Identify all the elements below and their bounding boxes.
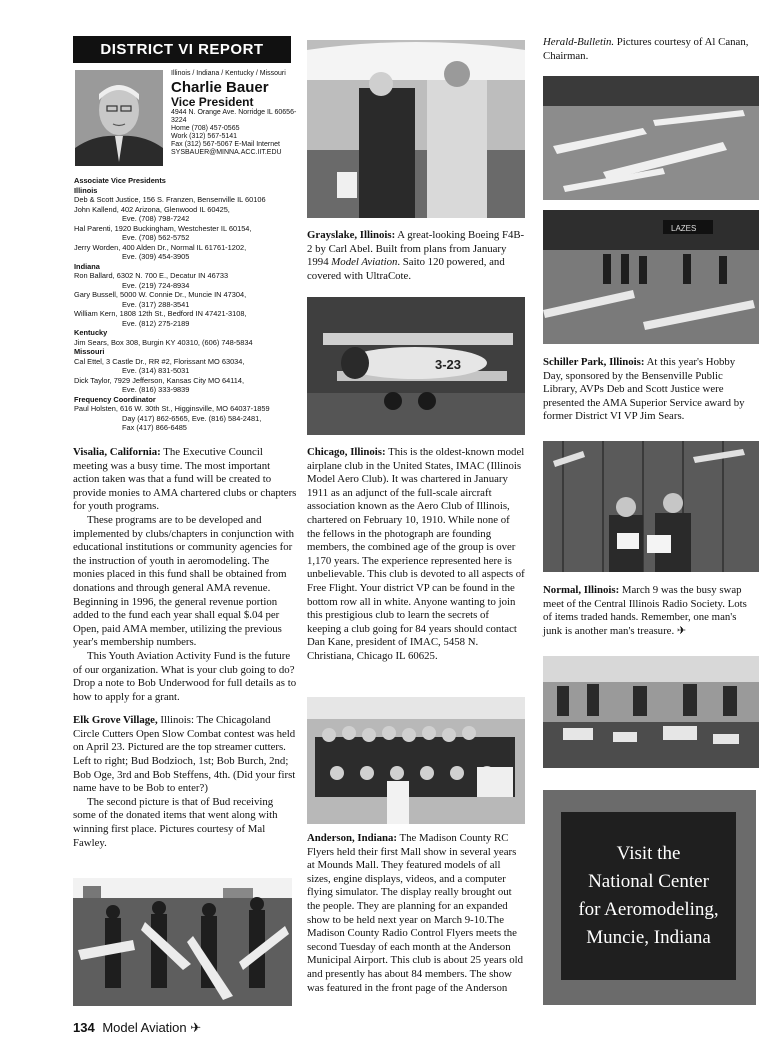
vp-fax: Fax (312) 567-5067 E-Mail Internet [171, 141, 280, 148]
grayslake-photo [307, 40, 525, 218]
grayslake-illustration [307, 40, 525, 218]
biplane-illustration [307, 297, 525, 435]
vp-name: Charlie Bauer [171, 79, 269, 96]
anderson-heading: Anderson, Indiana: [307, 832, 398, 844]
vp-email: SYSBAUER@MINNA.ACC.IIT.EDU [171, 149, 282, 156]
directory-entry: John Kallend, 402 Arizona, Glenwood IL 60425, [74, 204, 230, 214]
column-2-text-lower [307, 832, 525, 995]
directory-entry: Hal Parenti, 1920 Buckingham, Westchester IL 60154, [74, 223, 252, 233]
elk-grove-text: Illinois: The Chicagoland Circle Cutters Open Slow Combat contest was held on April 23. Pictured are the top streamer cutters. Left to right; Bud Bodzioch, 1st; Bob Burch, 2nd; Bob Oge, 3rd and Bob Steffens, 4th. (Did your first name have to be Bob to enter?) [73, 714, 296, 795]
swap-meet-illustration [543, 656, 759, 768]
page-footer [73, 1020, 201, 1036]
vp-home-phone: Home (708) 457-0565 [171, 125, 240, 132]
biplane-number: 3-23 [435, 357, 462, 372]
grayslake-magazine: Model Aviation [331, 256, 398, 269]
directory-state-heading: Illinois [74, 185, 98, 195]
normal-text: March 9 was the busy swap meet of the Central Illinois Radio Society. Lots of items traded hands. Remember, one man's junk is another man's treasure. ✈ [543, 584, 747, 637]
directory-state-heading: Missouri [74, 347, 105, 356]
magazine-name: Model Aviation ✈ [102, 1020, 202, 1035]
page-number: 134 [73, 1020, 95, 1035]
directory-heading: Associate Vice Presidents [74, 176, 166, 185]
directory-entry: Jerry Worden, 400 Alden Dr., Normal IL 61761-1202, [74, 242, 247, 252]
directory-entry: Deb & Scott Justice, 156 S. Franzen, Bensenville IL 60106 [74, 195, 266, 204]
directory-state-heading: Indiana [74, 261, 100, 271]
ad-line: Muncie, Indiana [586, 927, 711, 948]
swap-meet-photo [543, 656, 759, 768]
directory-entry: Gary Bussell, 5000 W. Connie Dr., Muncie IN 47304, [74, 290, 247, 299]
biplane-photo [307, 297, 525, 435]
directory-entry: Paul Holsten, 616 W. 30th St., Higginsville, MO 64037-1859 [74, 404, 270, 413]
imac-group-photo [307, 697, 525, 824]
vp-work-phone: Work (312) 567-5141 [171, 133, 238, 140]
directory-entry: Ron Ballard, 6302 N. 700 E., Decatur IN 46733 [74, 271, 229, 280]
portrait-illustration [75, 70, 163, 166]
column-2-text [307, 446, 525, 664]
district-states: Illinois / Indiana / Kentucky / Missouri [171, 70, 286, 77]
imac-group-illustration [307, 697, 525, 824]
anderson-credit: Pictures courtesy of Al Canan, Chairman. [543, 36, 749, 62]
directory-entry: Eve. (317) 288-3541 [122, 299, 190, 309]
grayslake-heading: Grayslake, Illinois: [307, 229, 396, 241]
directory-state-heading: Frequency Coordinator [74, 394, 156, 404]
vp-portrait-photo [75, 70, 163, 166]
vp-address: 4944 N. Orange Ave. Norridge IL 60656-3224 [171, 109, 297, 124]
directory-entry: Eve. (708) 798-7242 [122, 214, 190, 223]
grayslake-text: A great-looking Boeing F4B-2 by Carl Abel. Built from plans from January 1994 [307, 229, 525, 269]
mall-show-illustration-1 [543, 76, 759, 200]
elk-grove-second-text: The second picture is that of Bud receiving some of the donated items that went along with winning first place. Pictures courtesy of Mal Fawley. [73, 795, 278, 849]
directory-entry: Eve. (816) 333-9839 [122, 385, 190, 394]
directory-entry: Cal Ettel, 3 Castle Dr., RR #2, Florissant MO 63034, [74, 356, 245, 366]
directory-entry: Fax (417) 866-6485 [122, 423, 187, 432]
directory-entry: Eve. (309) 454-3905 [122, 252, 190, 261]
vp-contact-block [171, 70, 301, 157]
directory-entry: Day (417) 862-6565, Eve. (816) 584-2481, [122, 413, 262, 423]
normal-heading: Normal, Illinois: [543, 584, 620, 596]
youth-fund-text: This Youth Aviation Activity Fund is the future of our organization. What is your club going to do? Drop a note to Bob Underwood for full details as to how to apply for a grant. [73, 649, 297, 703]
associate-vp-directory [74, 176, 299, 433]
directory-entry: Eve. (219) 724-8934 [122, 280, 190, 290]
column-3-top-text [543, 36, 755, 63]
normal-caption [543, 584, 757, 638]
directory-entry: Eve. (314) 831-5031 [122, 366, 190, 375]
chicago-heading: Chicago, Illinois: [307, 446, 386, 458]
grayslake-caption [307, 229, 525, 283]
ad-text-panel [561, 812, 736, 980]
store-sign: LAZES [671, 224, 697, 233]
schiller-park-caption [543, 356, 757, 424]
ad-line: National Center [588, 871, 709, 892]
anderson-text: The Madison County RC Flyers held their first Mall show in several years at Mounds Mall. They featured models of all sizes, engine displays, videos, and a computer flying simulator. The display really brought out the people. They are planning for an expanded show to be held next year on March 9-10.The Madison County Radio Control Flyers meets the second Tuesday of each month at the Anderson Municipal Airport. This club is about 25 years old and presently has about 84 members. The show was featured in the front page of the Anderson [307, 832, 524, 994]
column-1-text [73, 446, 297, 850]
combat-contest-photo [73, 878, 292, 1006]
youth-program-text: These programs are to be developed and implemented by clubs/chapters in conjunction with educational institutions or community agencies for the instruction of youth in aeromodeling. The monies placed in this fund shall be obtained from donations and through general AMA revenue. Beginning in 1996, the general revenue portion added to the fund each year shall equal $.04 per Open, paid AMA member, utilizing the previous year's membership numbers. [73, 513, 294, 649]
award-photo [543, 441, 759, 572]
national-center-ad [543, 790, 756, 1005]
herald-bulletin: Herald-Bulletin. [543, 36, 615, 48]
directory-entry: William Kern, 1808 12th St., Bedford IN 47421-3108, [74, 309, 247, 318]
elk-grove-heading: Elk Grove Village, [73, 714, 158, 727]
schiller-park-heading: Schiller Park, Illinois: [543, 356, 645, 368]
mall-show-photo-2 [543, 210, 759, 344]
vp-title: Vice President [171, 95, 254, 109]
chicago-text: This is the oldest-known model airplane club in the United States, IMAC (Illinois Model Aero Club). It was chartered in January 1911 as an adjunct of the full-scale aircraft association known as the Aero Club of Illinois, chartered on February 10, 1910. While none of the fellows in the photograph are founding members, the combined age of the group is over 1,170 years. The experience represented here is unbelievable. This club is devoted to all aspects of Free Flight. Your district VP can be found in the bottom row all in white. Anyone wanting to join this prestigious club to learn the secrets of keeping a club going for 84 years should contact Dan Kane, president of IMAC, 5458 N. Christiana, Chicago IL 60625. [307, 446, 525, 662]
combat-contest-illustration [73, 878, 292, 1006]
award-illustration [543, 441, 759, 572]
report-banner: DISTRICT VI REPORT [73, 36, 291, 63]
ad-line: for Aeromodeling, [578, 899, 719, 920]
grayslake-text-tail: . Saito 120 powered, and covered with UltraCote. [307, 256, 505, 282]
directory-entry: Dick Taylor, 7929 Jefferson, Kansas City MO 64114, [74, 375, 245, 385]
visalia-text: The Executive Council meeting was a busy time. The most important action taken was that a fund will be created to provide monies to AMA chartered clubs or chapters for youth programs. [73, 446, 297, 513]
directory-entry: Eve. (708) 562-5752 [122, 233, 190, 242]
directory-state-heading: Kentucky [74, 328, 108, 337]
ad-line: Visit the [616, 843, 681, 864]
mall-show-photo-1 [543, 76, 759, 200]
directory-entry: Eve. (812) 275-2189 [122, 318, 190, 328]
mall-show-illustration-2 [543, 210, 759, 344]
schiller-park-text: At this year's Hobby Day, sponsored by the Bensenville Public Library, AVPs Deb and Scott Justice were presented the AMA Superior Service award by former District VI VP Jim Sears. [543, 356, 745, 423]
visalia-heading: Visalia, California: [73, 446, 161, 458]
directory-entry: Jim Sears, Box 308, Burgin KY 40310, (606) 748-5834 [74, 337, 253, 347]
